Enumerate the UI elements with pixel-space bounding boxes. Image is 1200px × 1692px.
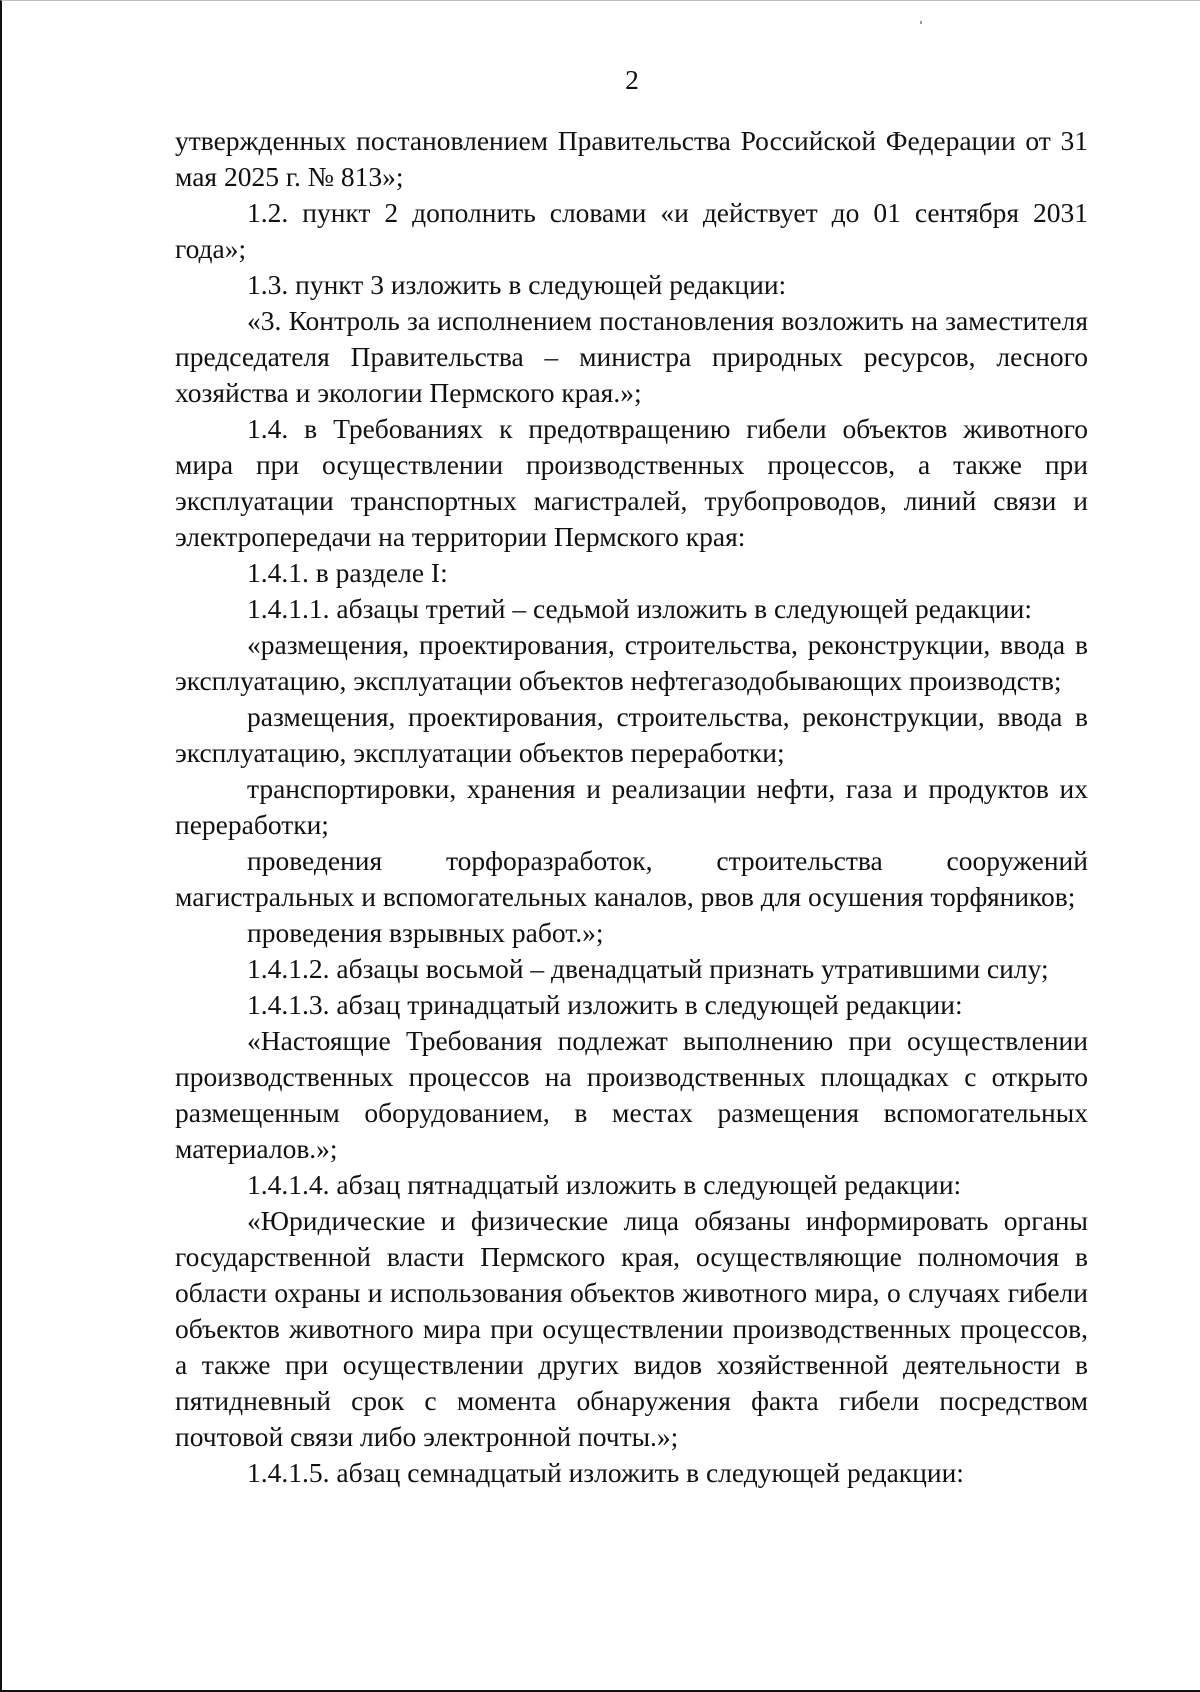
paragraph-15: 1.4.1.3. абзац тринадцатый изложить в следующей редакции:	[247, 989, 963, 1020]
paragraph-10: транспортировки, хранения и реализации нефти, газа и продуктов их переработки;	[175, 773, 1088, 840]
paragraph-3: 1.3. пункт 3 изложить в следующей редакции:	[247, 269, 787, 300]
paragraph-7: 1.4.1.1. абзацы третий – седьмой изложить в следующей редакции:	[247, 593, 1032, 624]
paragraph-8: «размещения, проектирования, строительства, реконструкции, ввода в эксплуатацию, эксплуатации объектов нефтегазодобывающих производств;	[175, 629, 1088, 696]
paragraph-14: 1.4.1.2. абзацы восьмой – двенадцатый признать утратившими силу;	[247, 953, 1049, 984]
paragraph-13: проведения взрывных работ.»;	[247, 917, 604, 948]
paragraph-1: утвержденных постановлением Правительства Российской Федерации от 31 мая 2025 г. № 813»;	[175, 125, 1088, 192]
paragraph-2: 1.2. пункт 2 дополнить словами «и действует до 01 сентября 2031 года»;	[175, 197, 1088, 264]
paragraph-12: магистральных и вспомогательных каналов, рвов для осушения торфяников;	[175, 881, 1076, 912]
document-body	[175, 123, 1088, 1491]
paragraph-9: размещения, проектирования, строительства, реконструкции, ввода в эксплуатацию, эксплуатации объектов переработки;	[175, 701, 1088, 768]
paragraph-5: 1.4. в Требованиях к предотвращению гибели объектов животного мира при осуществлении производственных процессов, а также при эксплуатации транспортных магистралей, трубопроводов, линий связи и электропередачи на территории Пермского края:	[175, 413, 1088, 552]
page-number: 2	[625, 64, 639, 95]
paragraph-17: 1.4.1.4. абзац пятнадцатый изложить в следующей редакции:	[247, 1169, 962, 1200]
paragraph-19: 1.4.1.5. абзац семнадцатый изложить в следующей редакции:	[247, 1457, 964, 1488]
paragraph-18: «Юридические и физические лица обязаны информировать органы государственной власти Пермского края, осуществляющие полномочия в области охраны и использования объектов животного мира, о случаях гибели объектов животного мира при осуществлении производственных процессов, а также при осуществлении других видов хозяйственной деятельности в пятидневный срок с момента обнаружения факта гибели посредством почтовой связи либо электронной почты.»;	[175, 1205, 1088, 1452]
paragraph-4: «3. Контроль за исполнением постановления возложить на заместителя председателя Правительства – министра природных ресурсов, лесного хозяйства и экологии Пермского края.»;	[175, 305, 1088, 408]
paragraph-16: «Настоящие Требования подлежат выполнению при осуществлении производственных процессов на производственных площадках с открыто размещенным оборудованием, в местах размещения вспомогательных материалов.»;	[175, 1025, 1088, 1164]
scan-speck	[920, 21, 922, 24]
paragraph-6: 1.4.1. в разделе I:	[247, 557, 448, 588]
paragraph-11: проведения торфоразработок, строительства сооружений	[247, 845, 1088, 876]
